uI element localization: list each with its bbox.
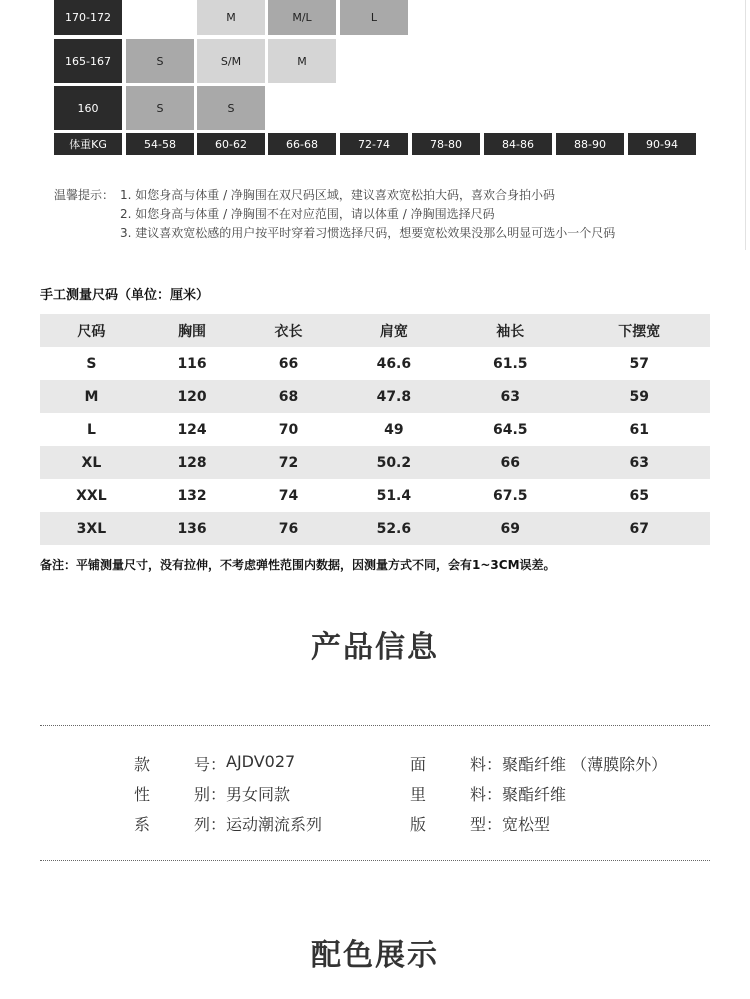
weight-cell: 60-62	[197, 133, 265, 155]
size-cell: M/L	[268, 0, 336, 35]
weight-cell: 90-94	[628, 133, 696, 155]
table-cell: 65	[629, 487, 649, 504]
table-row	[40, 512, 710, 545]
info-value: AJDV027	[226, 752, 296, 771]
info-key: 里	[410, 785, 427, 804]
info-key: 号	[193, 755, 210, 774]
table-cell: 136	[177, 520, 207, 537]
table-cell: 64.5	[492, 421, 528, 438]
info-item-fit: 版 型 ： 宽松型	[410, 812, 550, 835]
measure-table-title: 手工测量尺码（单位：厘米）	[40, 288, 210, 303]
table-cell: 3XL	[76, 520, 107, 537]
table-cell: XL	[81, 454, 102, 471]
info-key: 性	[134, 785, 151, 804]
info-value: 运动潮流系列	[226, 815, 323, 834]
table-cell: M	[84, 388, 99, 405]
info-item-series: 系 列 ： 运动潮流系列	[134, 812, 322, 835]
info-key: 料	[469, 755, 486, 774]
weight-label-cell: 体重KG	[54, 133, 122, 155]
table-cell: 69	[500, 520, 520, 537]
table-cell: 124	[177, 421, 207, 438]
table-cell: 67.5	[492, 487, 528, 504]
height-cell: 165-167	[54, 39, 122, 83]
column-header: 胸围	[178, 323, 207, 340]
product-info-title: 产品信息	[311, 630, 439, 665]
tip-line: 2. 如您身高与体重 / 净胸围不在对应范围，请以体重 / 净胸围选择尺码	[120, 207, 495, 221]
table-cell: L	[86, 421, 96, 438]
info-item-fabric: 面 料 ： 聚酯纤维 （薄膜除外）	[410, 752, 667, 775]
info-key: 版	[410, 815, 427, 834]
table-cell: 63	[500, 388, 520, 405]
table-row	[40, 479, 710, 512]
table-cell: 132	[177, 487, 207, 504]
column-header: 肩宽	[379, 323, 408, 340]
page-edge-divider	[745, 0, 746, 250]
weight-cell: 66-68	[268, 133, 336, 155]
column-header: 下摆宽	[618, 323, 661, 340]
table-cell: 74	[278, 487, 299, 504]
table-cell: 51.4	[376, 487, 412, 504]
info-value: 聚酯纤维	[502, 785, 567, 804]
dotted-divider	[40, 725, 710, 726]
table-cell: 47.8	[376, 388, 412, 405]
info-item-gender: 性 别 ： 男女同款	[134, 782, 290, 805]
table-cell: 63	[629, 454, 649, 471]
table-cell: XXL	[76, 487, 107, 504]
measure-note: 备注：平铺测量尺寸，没有拉伸，不考虑弹性范围内数据，因测量方式不同，会有1~3CM误差。	[40, 558, 556, 572]
table-cell: 116	[177, 355, 207, 372]
table-cell: 57	[629, 355, 649, 372]
info-value: 宽松型	[502, 815, 551, 834]
tip-line: 1. 如您身高与体重 / 净胸围在双尺码区域，建议喜欢宽松拍大码，喜欢合身拍小码	[120, 188, 555, 202]
table-cell: 68	[278, 388, 299, 405]
weight-cell: 78-80	[412, 133, 480, 155]
table-cell: 67	[629, 520, 649, 537]
size-cell: M	[197, 0, 265, 35]
table-cell: 128	[177, 454, 207, 471]
weight-cell: 72-74	[340, 133, 408, 155]
info-key: 别	[193, 785, 210, 804]
table-row	[40, 413, 710, 446]
info-value: 男女同款	[226, 785, 291, 804]
weight-cell: 88-90	[556, 133, 624, 155]
info-item-style-no: 款 号 ： AJDV027	[134, 752, 296, 774]
table-cell: 59	[629, 388, 649, 405]
table-cell: 49	[384, 421, 404, 438]
table-cell: 50.2	[376, 454, 412, 471]
size-cell: M	[268, 39, 336, 83]
dotted-divider	[40, 860, 710, 861]
table-cell: 72	[278, 454, 299, 471]
table-cell: 46.6	[376, 355, 412, 372]
measurement-table	[40, 314, 710, 545]
info-key: 面	[410, 755, 427, 774]
table-header-row	[40, 314, 710, 347]
info-key: 款	[134, 755, 151, 774]
info-key: 系	[134, 815, 151, 834]
size-cell: S	[126, 86, 194, 130]
height-cell: 170-172	[54, 0, 122, 35]
size-cell: S	[197, 86, 265, 130]
table-cell: 52.6	[376, 520, 412, 537]
size-chart-grid	[0, 0, 750, 160]
column-header: 尺码	[77, 323, 106, 340]
table-row	[40, 446, 710, 479]
tips-label: 温馨提示：	[54, 188, 115, 202]
info-value: 聚酯纤维 （薄膜除外）	[502, 755, 668, 774]
table-cell: 66	[278, 355, 299, 372]
size-cell: S/M	[197, 39, 265, 83]
table-cell: 76	[278, 520, 299, 537]
info-key: 料	[469, 785, 486, 804]
color-display-title: 配色展示	[311, 938, 439, 973]
table-cell: 120	[177, 388, 207, 405]
table-row	[40, 347, 710, 380]
size-cell: S	[126, 39, 194, 83]
table-cell: 61.5	[492, 355, 528, 372]
table-cell: 61	[629, 421, 649, 438]
tip-line: 3. 建议喜欢宽松感的用户按平时穿着习惯选择尺码，想要宽松效果没那么明显可选小一个尺码	[120, 226, 616, 240]
table-cell: 66	[500, 454, 520, 471]
weight-cell: 84-86	[484, 133, 552, 155]
table-row	[40, 380, 710, 413]
weight-cell: 54-58	[126, 133, 194, 155]
info-key: 型	[469, 815, 486, 834]
info-item-lining: 里 料 ： 聚酯纤维	[410, 782, 566, 805]
height-cell: 160	[54, 86, 122, 130]
size-cell: L	[340, 0, 408, 35]
table-cell: 70	[278, 421, 299, 438]
table-cell: S	[86, 355, 97, 372]
column-header: 袖长	[496, 323, 525, 340]
info-key: 列	[193, 815, 210, 834]
column-header: 衣长	[274, 323, 303, 340]
sizing-tips	[54, 186, 615, 243]
